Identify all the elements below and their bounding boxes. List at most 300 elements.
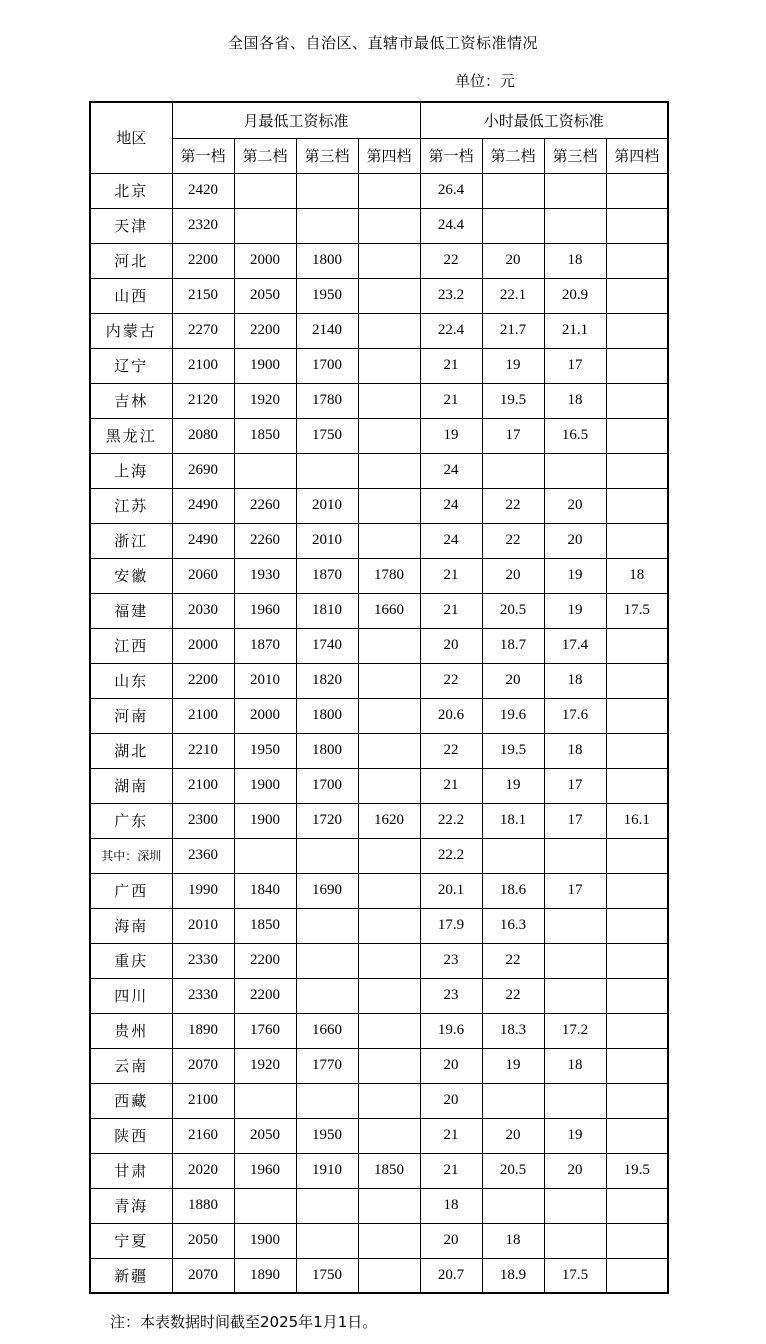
monthly-wage-cell xyxy=(358,1223,420,1258)
monthly-wage-cell: 1920 xyxy=(234,1048,296,1083)
monthly-wage-cell: 2420 xyxy=(172,173,234,208)
hourly-wage-cell xyxy=(606,278,668,313)
region-cell: 浙江 xyxy=(90,523,172,558)
table-row xyxy=(90,978,668,1013)
monthly-wage-cell: 2320 xyxy=(172,208,234,243)
table-row xyxy=(90,1223,668,1258)
table-row xyxy=(90,173,668,208)
monthly-wage-cell: 2160 xyxy=(172,1118,234,1153)
region-cell: 山西 xyxy=(90,278,172,313)
monthly-wage-cell: 1900 xyxy=(234,348,296,383)
monthly-wage-cell: 1810 xyxy=(296,593,358,628)
hourly-wage-cell: 17 xyxy=(544,803,606,838)
monthly-wage-cell: 1890 xyxy=(234,1258,296,1293)
monthly-wage-cell xyxy=(358,1258,420,1293)
monthly-wage-cell xyxy=(296,208,358,243)
monthly-wage-cell: 1990 xyxy=(172,873,234,908)
monthly-wage-cell: 2200 xyxy=(172,243,234,278)
hourly-wage-cell xyxy=(544,453,606,488)
hourly-wage-cell xyxy=(606,1048,668,1083)
table-row xyxy=(90,523,668,558)
monthly-wage-cell xyxy=(358,838,420,873)
monthly-wage-cell: 2330 xyxy=(172,978,234,1013)
table-row xyxy=(90,733,668,768)
hourly-wage-cell: 22 xyxy=(420,243,482,278)
hourly-wage-cell: 19.6 xyxy=(482,698,544,733)
monthly-tier-header: 第四档 xyxy=(358,138,420,173)
hourly-wage-cell: 20 xyxy=(482,558,544,593)
hourly-wage-cell xyxy=(606,1083,668,1118)
monthly-wage-cell: 1820 xyxy=(296,663,358,698)
monthly-wage-cell: 2010 xyxy=(172,908,234,943)
monthly-wage-cell xyxy=(358,1013,420,1048)
table-row xyxy=(90,593,668,628)
monthly-wage-cell: 1960 xyxy=(234,593,296,628)
hourly-tier-header: 第一档 xyxy=(420,138,482,173)
monthly-wage-cell: 2690 xyxy=(172,453,234,488)
monthly-wage-cell: 2100 xyxy=(172,698,234,733)
monthly-wage-cell: 1880 xyxy=(172,1188,234,1223)
hourly-wage-cell xyxy=(544,173,606,208)
monthly-wage-cell: 1780 xyxy=(358,558,420,593)
hourly-wage-cell: 21 xyxy=(420,348,482,383)
hourly-wage-cell xyxy=(482,453,544,488)
region-cell: 福建 xyxy=(90,593,172,628)
hourly-wage-cell xyxy=(606,1013,668,1048)
monthly-wage-cell xyxy=(358,943,420,978)
monthly-wage-cell: 1950 xyxy=(296,278,358,313)
hourly-wage-cell xyxy=(544,1223,606,1258)
region-cell: 其中：深圳 xyxy=(90,838,172,873)
monthly-wage-cell xyxy=(296,453,358,488)
hourly-wage-cell: 19 xyxy=(544,558,606,593)
monthly-wage-cell: 2050 xyxy=(234,1118,296,1153)
hourly-wage-cell: 18 xyxy=(482,1223,544,1258)
monthly-wage-cell: 2120 xyxy=(172,383,234,418)
hourly-wage-cell xyxy=(606,208,668,243)
hourly-wage-cell xyxy=(606,173,668,208)
table-row xyxy=(90,838,668,873)
hourly-wage-cell: 21 xyxy=(420,1118,482,1153)
hourly-wage-cell: 21 xyxy=(420,558,482,593)
region-cell: 重庆 xyxy=(90,943,172,978)
region-header: 地区 xyxy=(90,102,172,173)
monthly-wage-cell xyxy=(296,838,358,873)
monthly-wage-cell: 2010 xyxy=(234,663,296,698)
hourly-wage-cell xyxy=(544,1083,606,1118)
monthly-wage-cell xyxy=(234,1083,296,1118)
region-cell: 江苏 xyxy=(90,488,172,523)
monthly-wage-cell: 1750 xyxy=(296,1258,358,1293)
hourly-wage-cell: 18 xyxy=(544,733,606,768)
hourly-wage-cell xyxy=(606,908,668,943)
monthly-wage-cell: 2050 xyxy=(234,278,296,313)
monthly-wage-cell xyxy=(358,908,420,943)
table-row xyxy=(90,698,668,733)
monthly-wage-cell: 1870 xyxy=(296,558,358,593)
hourly-wage-cell: 17.5 xyxy=(544,1258,606,1293)
hourly-wage-cell: 17.5 xyxy=(606,593,668,628)
monthly-wage-cell: 2260 xyxy=(234,488,296,523)
monthly-wage-cell: 2200 xyxy=(234,313,296,348)
min-wage-table xyxy=(89,101,669,1294)
hourly-wage-cell: 24 xyxy=(420,523,482,558)
monthly-wage-cell: 2200 xyxy=(234,978,296,1013)
monthly-wage-cell: 2100 xyxy=(172,768,234,803)
table-row xyxy=(90,663,668,698)
region-cell: 吉林 xyxy=(90,383,172,418)
hourly-wage-cell: 21 xyxy=(420,593,482,628)
region-cell: 西藏 xyxy=(90,1083,172,1118)
hourly-wage-cell xyxy=(606,1223,668,1258)
hourly-wage-cell: 19.6 xyxy=(420,1013,482,1048)
monthly-wage-cell xyxy=(234,208,296,243)
table-row xyxy=(90,1258,668,1293)
hourly-wage-cell xyxy=(606,873,668,908)
monthly-wage-cell xyxy=(358,348,420,383)
hourly-wage-cell: 20.6 xyxy=(420,698,482,733)
hourly-wage-cell: 17 xyxy=(482,418,544,453)
monthly-wage-cell xyxy=(358,733,420,768)
monthly-wage-cell: 2270 xyxy=(172,313,234,348)
region-cell: 广东 xyxy=(90,803,172,838)
monthly-wage-cell xyxy=(358,313,420,348)
monthly-wage-cell xyxy=(358,418,420,453)
monthly-wage-cell: 1950 xyxy=(234,733,296,768)
hourly-wage-cell: 21 xyxy=(420,383,482,418)
hourly-wage-cell xyxy=(606,733,668,768)
hourly-wage-cell: 20 xyxy=(420,1048,482,1083)
hourly-wage-cell: 19 xyxy=(420,418,482,453)
hourly-wage-cell xyxy=(482,208,544,243)
table-row xyxy=(90,1153,668,1188)
region-cell: 云南 xyxy=(90,1048,172,1083)
region-cell: 北京 xyxy=(90,173,172,208)
region-cell: 安徽 xyxy=(90,558,172,593)
hourly-wage-cell: 24 xyxy=(420,488,482,523)
monthly-wage-cell: 1950 xyxy=(296,1118,358,1153)
monthly-wage-cell xyxy=(296,1223,358,1258)
table-row xyxy=(90,1118,668,1153)
hourly-wage-cell xyxy=(606,663,668,698)
monthly-wage-cell: 2010 xyxy=(296,523,358,558)
monthly-wage-cell: 1900 xyxy=(234,803,296,838)
table-row xyxy=(90,768,668,803)
hourly-wage-cell: 22 xyxy=(420,733,482,768)
monthly-wage-cell xyxy=(358,1188,420,1223)
monthly-wage-cell xyxy=(358,278,420,313)
hourly-wage-cell: 16.3 xyxy=(482,908,544,943)
hourly-wage-cell xyxy=(606,628,668,663)
monthly-wage-cell: 1620 xyxy=(358,803,420,838)
hourly-wage-cell: 19.5 xyxy=(482,733,544,768)
hourly-wage-cell xyxy=(606,1258,668,1293)
hourly-wage-cell: 16.1 xyxy=(606,803,668,838)
table-row xyxy=(90,558,668,593)
region-cell: 山东 xyxy=(90,663,172,698)
hourly-wage-cell xyxy=(606,488,668,523)
hourly-wage-cell: 20.9 xyxy=(544,278,606,313)
hourly-wage-cell: 18.1 xyxy=(482,803,544,838)
hourly-wage-cell: 22.1 xyxy=(482,278,544,313)
hourly-wage-cell: 22 xyxy=(482,488,544,523)
hourly-wage-cell xyxy=(606,243,668,278)
monthly-wage-cell: 1700 xyxy=(296,768,358,803)
monthly-wage-cell: 2490 xyxy=(172,488,234,523)
hourly-wage-cell: 18 xyxy=(544,1048,606,1083)
monthly-wage-cell: 1900 xyxy=(234,768,296,803)
hourly-wage-cell: 22 xyxy=(482,943,544,978)
hourly-wage-cell: 17 xyxy=(544,348,606,383)
table-row xyxy=(90,803,668,838)
monthly-wage-cell: 1960 xyxy=(234,1153,296,1188)
hourly-wage-cell xyxy=(482,1083,544,1118)
hourly-wage-cell xyxy=(482,1188,544,1223)
hourly-wage-cell: 18.7 xyxy=(482,628,544,663)
region-cell: 江西 xyxy=(90,628,172,663)
monthly-wage-cell: 2020 xyxy=(172,1153,234,1188)
region-cell: 上海 xyxy=(90,453,172,488)
table-row xyxy=(90,943,668,978)
table-row xyxy=(90,418,668,453)
monthly-wage-cell xyxy=(358,628,420,663)
hourly-tier-header: 第二档 xyxy=(482,138,544,173)
monthly-wage-cell xyxy=(234,838,296,873)
region-cell: 甘肃 xyxy=(90,1153,172,1188)
monthly-wage-cell xyxy=(358,768,420,803)
table-row xyxy=(90,313,668,348)
hourly-wage-cell xyxy=(544,978,606,1013)
monthly-wage-cell xyxy=(358,243,420,278)
hourly-wage-cell xyxy=(482,838,544,873)
table-row xyxy=(90,628,668,663)
hourly-wage-cell: 20.5 xyxy=(482,593,544,628)
monthly-wage-cell: 1780 xyxy=(296,383,358,418)
hourly-wage-cell: 19 xyxy=(482,768,544,803)
region-cell: 宁夏 xyxy=(90,1223,172,1258)
monthly-wage-cell: 1700 xyxy=(296,348,358,383)
hourly-wage-cell: 18.9 xyxy=(482,1258,544,1293)
monthly-wage-cell xyxy=(358,1083,420,1118)
monthly-wage-cell: 2060 xyxy=(172,558,234,593)
monthly-wage-cell xyxy=(358,663,420,698)
hourly-wage-cell: 17 xyxy=(544,768,606,803)
region-cell: 天津 xyxy=(90,208,172,243)
monthly-wage-cell xyxy=(358,1118,420,1153)
hourly-wage-cell: 19 xyxy=(544,593,606,628)
monthly-wage-cell xyxy=(358,523,420,558)
monthly-wage-cell xyxy=(358,488,420,523)
monthly-wage-cell: 1690 xyxy=(296,873,358,908)
monthly-wage-cell: 1900 xyxy=(234,1223,296,1258)
monthly-wage-cell: 1920 xyxy=(234,383,296,418)
region-cell: 内蒙古 xyxy=(90,313,172,348)
hourly-wage-cell: 20.5 xyxy=(482,1153,544,1188)
hourly-wage-cell: 23.2 xyxy=(420,278,482,313)
hourly-wage-cell: 21 xyxy=(420,768,482,803)
hourly-wage-cell: 22 xyxy=(482,978,544,1013)
monthly-wage-cell: 2000 xyxy=(234,698,296,733)
monthly-wage-cell: 1800 xyxy=(296,698,358,733)
monthly-wage-cell xyxy=(296,978,358,1013)
monthly-wage-cell: 2300 xyxy=(172,803,234,838)
hourly-wage-cell xyxy=(606,1188,668,1223)
hourly-wage-cell: 22 xyxy=(420,663,482,698)
hourly-wage-cell: 20.7 xyxy=(420,1258,482,1293)
table-row xyxy=(90,1188,668,1223)
hourly-wage-cell: 22.2 xyxy=(420,838,482,873)
monthly-wage-cell xyxy=(358,873,420,908)
monthly-wage-cell xyxy=(358,383,420,418)
monthly-wage-cell xyxy=(358,173,420,208)
monthly-wage-cell: 2000 xyxy=(234,243,296,278)
hourly-wage-cell: 21.7 xyxy=(482,313,544,348)
monthly-wage-cell xyxy=(358,208,420,243)
hourly-wage-cell: 22.2 xyxy=(420,803,482,838)
hourly-wage-cell: 17 xyxy=(544,873,606,908)
region-cell: 湖北 xyxy=(90,733,172,768)
monthly-wage-cell: 2080 xyxy=(172,418,234,453)
hourly-wage-cell xyxy=(606,418,668,453)
monthly-tier-header: 第二档 xyxy=(234,138,296,173)
table-row xyxy=(90,348,668,383)
region-cell: 陕西 xyxy=(90,1118,172,1153)
hourly-wage-cell: 18.6 xyxy=(482,873,544,908)
hourly-wage-cell: 20 xyxy=(544,1153,606,1188)
hourly-wage-cell xyxy=(544,908,606,943)
hourly-wage-cell: 18 xyxy=(606,558,668,593)
monthly-wage-cell: 2030 xyxy=(172,593,234,628)
hourly-wage-cell xyxy=(606,978,668,1013)
table-row xyxy=(90,453,668,488)
hourly-group-header: 小时最低工资标准 xyxy=(420,102,668,138)
monthly-wage-cell: 1890 xyxy=(172,1013,234,1048)
hourly-tier-header: 第三档 xyxy=(544,138,606,173)
hourly-wage-cell xyxy=(482,173,544,208)
hourly-wage-cell: 20 xyxy=(544,488,606,523)
hourly-wage-cell: 19.5 xyxy=(482,383,544,418)
region-cell: 湖南 xyxy=(90,768,172,803)
region-cell: 黑龙江 xyxy=(90,418,172,453)
monthly-wage-cell xyxy=(296,1188,358,1223)
hourly-wage-cell xyxy=(544,208,606,243)
monthly-wage-cell: 1870 xyxy=(234,628,296,663)
hourly-wage-cell: 20 xyxy=(482,663,544,698)
monthly-wage-cell: 1770 xyxy=(296,1048,358,1083)
region-cell: 贵州 xyxy=(90,1013,172,1048)
monthly-wage-cell: 1850 xyxy=(358,1153,420,1188)
monthly-wage-cell: 2210 xyxy=(172,733,234,768)
monthly-wage-cell: 2070 xyxy=(172,1258,234,1293)
hourly-wage-cell: 21.1 xyxy=(544,313,606,348)
monthly-wage-cell: 2150 xyxy=(172,278,234,313)
hourly-wage-cell xyxy=(606,348,668,383)
hourly-wage-cell: 26.4 xyxy=(420,173,482,208)
monthly-wage-cell: 1660 xyxy=(296,1013,358,1048)
hourly-wage-cell: 24.4 xyxy=(420,208,482,243)
region-cell: 新疆 xyxy=(90,1258,172,1293)
monthly-wage-cell: 2200 xyxy=(234,943,296,978)
table-row xyxy=(90,488,668,523)
hourly-wage-cell: 20 xyxy=(420,1223,482,1258)
monthly-wage-cell xyxy=(296,943,358,978)
monthly-wage-cell: 2070 xyxy=(172,1048,234,1083)
table-row xyxy=(90,1013,668,1048)
hourly-wage-cell xyxy=(606,698,668,733)
hourly-wage-cell: 20 xyxy=(482,243,544,278)
hourly-wage-cell xyxy=(606,383,668,418)
hourly-wage-cell: 18 xyxy=(544,383,606,418)
hourly-wage-cell: 20.1 xyxy=(420,873,482,908)
monthly-wage-cell xyxy=(358,978,420,1013)
hourly-wage-cell: 18 xyxy=(420,1188,482,1223)
monthly-wage-cell: 1760 xyxy=(234,1013,296,1048)
hourly-wage-cell: 17.2 xyxy=(544,1013,606,1048)
monthly-wage-cell: 1850 xyxy=(234,908,296,943)
table-row xyxy=(90,1083,668,1118)
hourly-tier-header: 第四档 xyxy=(606,138,668,173)
hourly-wage-cell: 19 xyxy=(544,1118,606,1153)
hourly-wage-cell: 19.5 xyxy=(606,1153,668,1188)
monthly-wage-cell: 2050 xyxy=(172,1223,234,1258)
region-cell: 辽宁 xyxy=(90,348,172,383)
monthly-wage-cell xyxy=(358,698,420,733)
table-row xyxy=(90,873,668,908)
hourly-wage-cell: 22.4 xyxy=(420,313,482,348)
monthly-wage-cell: 1930 xyxy=(234,558,296,593)
monthly-wage-cell: 2200 xyxy=(172,663,234,698)
monthly-wage-cell xyxy=(296,1083,358,1118)
hourly-wage-cell: 19 xyxy=(482,348,544,383)
monthly-wage-cell xyxy=(234,1188,296,1223)
hourly-wage-cell: 18.3 xyxy=(482,1013,544,1048)
hourly-wage-cell xyxy=(544,838,606,873)
table-row xyxy=(90,278,668,313)
hourly-wage-cell: 23 xyxy=(420,978,482,1013)
hourly-wage-cell: 23 xyxy=(420,943,482,978)
monthly-wage-cell xyxy=(296,908,358,943)
monthly-wage-cell: 1800 xyxy=(296,243,358,278)
monthly-wage-cell: 2360 xyxy=(172,838,234,873)
monthly-wage-cell xyxy=(358,1048,420,1083)
hourly-wage-cell: 19 xyxy=(482,1048,544,1083)
monthly-wage-cell: 2330 xyxy=(172,943,234,978)
region-cell: 青海 xyxy=(90,1188,172,1223)
hourly-wage-cell xyxy=(606,453,668,488)
hourly-wage-cell xyxy=(606,313,668,348)
hourly-wage-cell: 20 xyxy=(420,628,482,663)
region-cell: 四川 xyxy=(90,978,172,1013)
table-body xyxy=(90,173,668,1293)
hourly-wage-cell: 22 xyxy=(482,523,544,558)
hourly-wage-cell: 20 xyxy=(420,1083,482,1118)
monthly-wage-cell: 2100 xyxy=(172,348,234,383)
monthly-tier-header: 第三档 xyxy=(296,138,358,173)
monthly-wage-cell: 2100 xyxy=(172,1083,234,1118)
hourly-wage-cell xyxy=(544,943,606,978)
hourly-wage-cell xyxy=(606,943,668,978)
table-row xyxy=(90,383,668,418)
unit-label: 单位：元 xyxy=(455,72,516,90)
monthly-wage-cell xyxy=(234,453,296,488)
monthly-wage-cell xyxy=(358,453,420,488)
monthly-wage-cell: 2490 xyxy=(172,523,234,558)
table-row xyxy=(90,243,668,278)
monthly-wage-cell xyxy=(234,173,296,208)
monthly-wage-cell: 1750 xyxy=(296,418,358,453)
monthly-wage-cell: 2140 xyxy=(296,313,358,348)
hourly-wage-cell: 20 xyxy=(482,1118,544,1153)
